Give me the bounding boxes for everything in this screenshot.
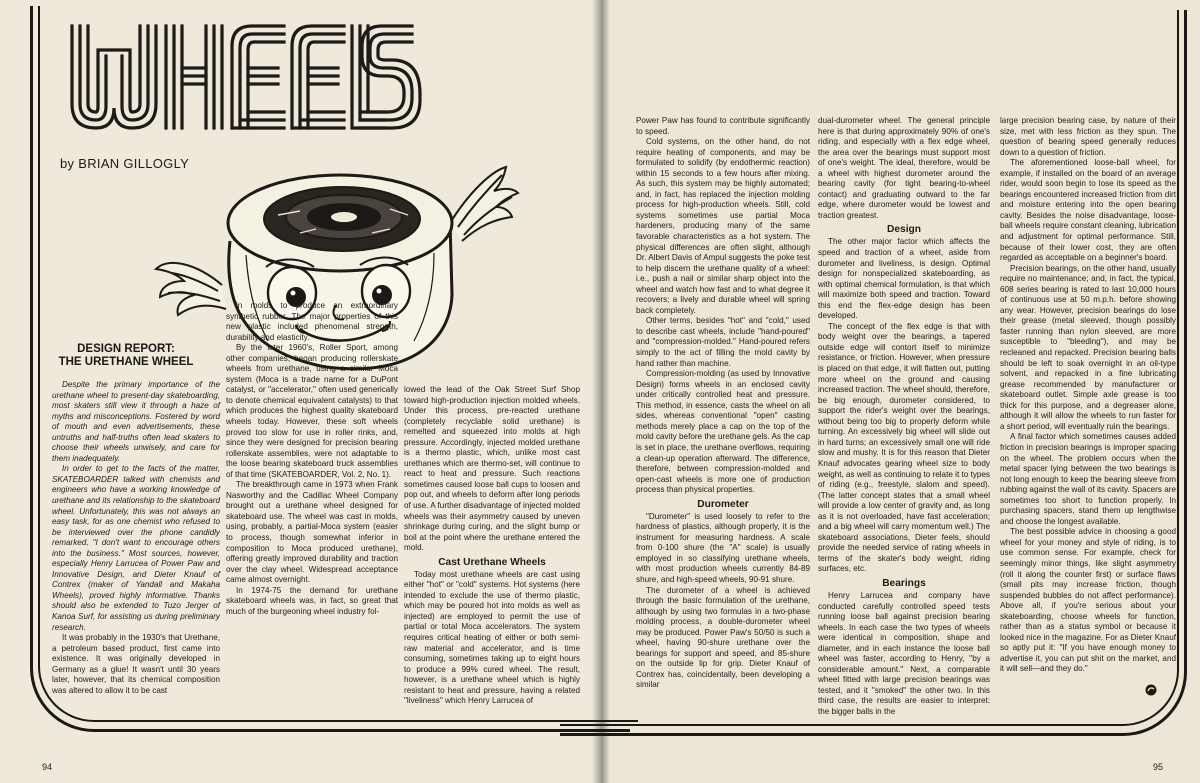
paragraph: A final factor which sometimes causes added friction in precision bearings is improper spacing on the wheel. The problem occurs when the metal spacer lying between the two bearings is not long enough to keep the bearing sleeve from rubbing against the wall of its cavity. Spacers are sometimes too short to function properly. In purchasing spacers, stand them up lengthwise and choose the longest available. xyxy=(1000,432,1176,526)
paragraph: large precision bearing case, by nature of their size, met with less friction as they spun. The question of bearing speed generally reduces down to a question of friction. xyxy=(1000,116,1176,157)
paragraph: In order to get to the facts of the matter, SKATEBOARDER talked with chemists and engineers who have a working knowledge of urethane and its relationship to the skateboard wheel. Unfortunately, this was not always an easy task, for as one chemist who refused to be interviewed over the phone candidly remarked, "I don't want to encourage others into the business." Most sources, however, especially Henry Larrucea of Power Paw and Innovative Design, and Dieter Knauf of Contrex (maker of Yandall and Makaha Wheels), proved highly informative. Thanks should also be extended to Tuzo Jerger of Kanoa Surf, for assisting us during preliminary research. xyxy=(52,464,220,632)
text-column-4 xyxy=(636,116,810,698)
section-heading: Bearings xyxy=(882,577,926,589)
paragraph: In 1974-75 the demand for urethane skateboard wheels was, in fact, so great that much of the burgeoning wheel industry fol- xyxy=(226,585,398,616)
page-number-left: 94 xyxy=(42,762,53,772)
paragraph: in molds to produce an extraordinary synthetic rubber. The major properties of this new plastic included phenomenal strength, durability and elasticity. xyxy=(226,301,398,342)
paragraph: The other major factor which affects the speed and traction of a wheel, aside from durometer and liveliness, is design. Optimal design for nonspecialized skateboarding, as with optimal chemical formulation, is that which will maximize both speed and traction. Toward this end the flex-edge design has been developed. xyxy=(818,237,990,321)
text-column-5 xyxy=(818,116,990,716)
paragraph: The aforementioned loose-ball wheel, for example, if installed on the board of an average rider, would soon begin to lose its speed as the bearings encountered increased friction from dirt and moisture entering into the open bearing cavity. Besides the noise disadvantage, loose-ball wheels require constant cleaning, lubrication and adjustment for optimal performance. Still, because of their lower cost, they are often regarded as acceptable on a beginner's board. xyxy=(1000,158,1176,263)
paragraph: lowed the lead of the Oak Street Surf Shop toward high-production injection molded wheels. Under this process, pre-reacted urethane (completely recyclable solid urethane) is remelted and squeezed into molds at high pressure. Accordingly, injected molded urethane is a thermo plastic, which, unlike most cast urethanes which are thermo-set, will continue to react to heat and pressure. Such reactions sometimes caused loose ball cups to loosen and pop out, and wheels to deform after long periods of use. A further disadvantage of injected molded wheels was their asymmetry caused by uneven shrinkage during curing, and the slight bump or boil at the point where the urethane entered the mold. xyxy=(404,385,580,553)
page-number-right: 95 xyxy=(1153,762,1164,772)
paragraph: Compression-molding (as used by Innovative Design) forms wheels in an enclosed cavity under critically controlled heat and pressure. This method, in essence, casts the wheel on all sides, whereas conventional "open" casting methods merely place a cap on the top of the mold cavity before the urethane gels. As the cap is set in place, the urethane overflows, requiring a clean-up operation afterward. The difference, therefore, between compression-molded and open-cast wheels is more one of production process than physical properties. xyxy=(636,369,810,495)
paragraph: The breakthrough came in 1973 when Frank Nasworthy and the Cadillac Wheel Company brought out a urethane wheel designed for skateboard use. The wheel was cast in molds, using, probably, a partial-Moca system (easier to process, though somewhat inferior in composition to Moca produced urethane), offering greatly improved durability and traction over the clay wheel. Widespread acceptance came almost overnight. xyxy=(226,480,398,585)
paragraph: Today most urethane wheels are cast using either "hot" or "cold" systems. Hot systems (here intended to exclude the use of thermo plastic, which may be poured hot into molds as well as injected) are employed to permit the use of partial or total Moca accelerators. The system requires critical heating of either or both semi-raw material and accelerator, and is time consuming, sometimes taking up to eight hours to produce a 99% cured wheel. The result, however, is a urethane wheel which is highly resistant to heat and pressure, having a related "liveliness" which Henry Larrucea of xyxy=(404,569,580,706)
text-column-6 xyxy=(1000,116,1176,698)
paragraph: Cold systems, on the other hand, do not require heating of components, and may be formulated to solidify (by endothermic reaction) within 15 seconds to a few hours after mixing. As such, this system may be highly automated; and, in fact, has replaced the injection molding process for high-production wheels. Still, cold systems sometimes use partial Moca hardeners, producing many of the same favorable characteristics as a hot system. The physical differences are often slight, although Dr. Albert Davis of Ampul suggests the poke test to help discern the urethane quality of a wheel: i.e., push a nail or similar sharp object into the wheel and watch how fast and to what degree it recovers; a lively and durable wheel will spring back completely. xyxy=(636,137,810,315)
paragraph: The best possible advice in choosing a good wheel for your money and style of riding, is to use common sense. For example, check for seemingly minor things, like slight asymmetry (roll it along the counter first) or surface flaws (small pits may increase friction, though suspended bubbles do not affect performance). Above all, if you're serious about your skateboarding, choose wheels for function, rather than as a status symbol or because it looked nice in the magazine. For as Dieter Knauf so aptly put it: "If you have enough money to advertise it, you can put shit on the market, and it will sell—and they do." xyxy=(1000,527,1176,674)
paragraph: Power Paw has found to contribute significantly to speed. xyxy=(636,116,810,136)
paragraph: dual-durometer wheel. The general principle here is that during approximately 90% of one's riding, and especially with a flex edge wheel, the area over the bearings must support most of one's weight. The ideal, therefore, would be a wheel with highest durometer around the bearing cavity (for tight bearing-to-wheel contact) and graduating outward to the far edge, where durometer would be lowest and traction greatest. xyxy=(818,116,990,220)
paragraph: "Durometer" is used loosely to refer to the hardness of plastics, although properly, it is the instrument for measuring hardness. A scale from 0-100 shure (the "A" scale) is usually employed in so classifying urethane wheels, with most production wheels currently 84-89 shure, and high-speed wheels, 90-91 shure. xyxy=(636,511,810,584)
paragraph: The durometer of a wheel is achieved through the basic formulation of the urethane, although by using two formulas in a two-phase molding process, a double-durometer wheel may be produced. Power Paw's 50/50 is such a wheel, having 90-shure urethane over the bearings for support and speed, and 85-shure on the outside lip for grip. Dieter Knauf of Contrex has, coincidentally, been developing a similar xyxy=(636,585,810,690)
paragraph: Other terms, besides "hot" and "cold," used to describe cast wheels, include "hand-poured" and "compression-molded." Hand-poured refers simply to the act of filling the mold cavity by hand rather than machine. xyxy=(636,316,810,368)
paragraph: Henry Larrucea and company have conducted carefully controlled speed tests running loose ball against precision bearing wheels. In each case the two types of wheels were identical in composition, shape and diameter, and in each instance the loose ball wheel was faster, according to Henry, "by a considerable amount." Next, a comparable wheel fitted with large precision bearings was tested, and it "smoked" the other two. In this third case, the results are easier to interpret: the bigger balls in the xyxy=(818,590,990,716)
left-border-frame-inner xyxy=(38,6,638,722)
design-heading-line2: THE URETHANE WHEEL xyxy=(58,356,194,368)
end-mark-icon xyxy=(1145,684,1157,696)
paragraph: Despite the primary importance of the urethane wheel to present-day skateboarding, most skaters still view it through a haze of myths and misconceptions. Fostered by word of mouth and even advertisements, these untruths and half-truths often lead skaters to choose their wheels unwisely, and care for them inadequately. xyxy=(52,380,220,463)
section-heading: Cast Urethane Wheels xyxy=(438,556,546,568)
design-heading-line1: DESIGN REPORT: xyxy=(77,343,175,355)
byline: by BRIAN GILLOGLY xyxy=(60,156,190,171)
paragraph: By the later 1960's, Roller Sport, among other companies, began producing rollerskate wheels from urethane, using a similar Moca system (Moca is a trade name for a DuPont catalyst, or "accelerator," often used generically to denote chemical equivalent catalysts) to that which produces the highest quality skateboard wheels today. However, these soft wheels proved too slow for use in roller rinks, and, since they were designed for precision bearing rollerskate assemblies, were not adaptable to the loose bearing skateboard truck assemblies of that time (SKATEBOARDER, Vol. 2, No. 1). xyxy=(226,343,398,479)
section-heading: Design xyxy=(887,224,921,236)
section-heading: Durometer xyxy=(697,498,749,510)
paragraph: It was probably in the 1930's that Urethane, a petroleum based product, first came into existence. It was originally developed in Germany as a glue! It wasn't until 30 years later, however, that its chemical composition was altered to allow it to be cast xyxy=(52,633,220,695)
paragraph: Precision bearings, on the other hand, usually require no maintenance; and, in fact, the typical, 608 series bearing is rated to last 10,000 hours of continuous use at 50 m.p.h. before showing any wear. However, precision bearings do lose their grease (metal sleeved, though possibly faster running than nylon sleeved, are more susceptible to "bleeding"), and may be recleaned and repacked. Precision bearing balls should be left to soak overnight in an oil-type solvent, and repacked in a fine lubricating grease recommended by manufacturer or skateboard outlet. Simple axle grease is too thick for this purpose, and a degreaser alone, although it will allow the wheels to run faster for a short period, will eventually ruin the bearings. xyxy=(1000,263,1176,431)
paragraph: The concept of the flex edge is that with body weight over the bearings, a tapered outside edge will contort itself to minimize resistance, or friction. However, when pressure is placed on that edge, it will flatten out, putting more wheel on the ground and causing increased traction. The wheel should, therefore, be big enough, durometer considered, to support the rider's weight over the bearings, without being too big to properly deform while turning. An excessively big wheel will slide out in hard turns; an excessively small one will ride slow and mushy. It is for this reason that Dieter Knauf advocates gearing wheel size to body weight, as well as continuing to relate it to types of riding (e.g., freestyle, slalom and speed). (The latter concept states that a small wheel will provide a low center of gravity and, as long as it is not overloaded, have fast acceleration; and a big wheel will carry momentum well.) The skateboard associations, Dieter feels, should provide the needed service of rating wheels in terms of the skater's body weight, riding surfaces, etc. xyxy=(818,321,990,574)
